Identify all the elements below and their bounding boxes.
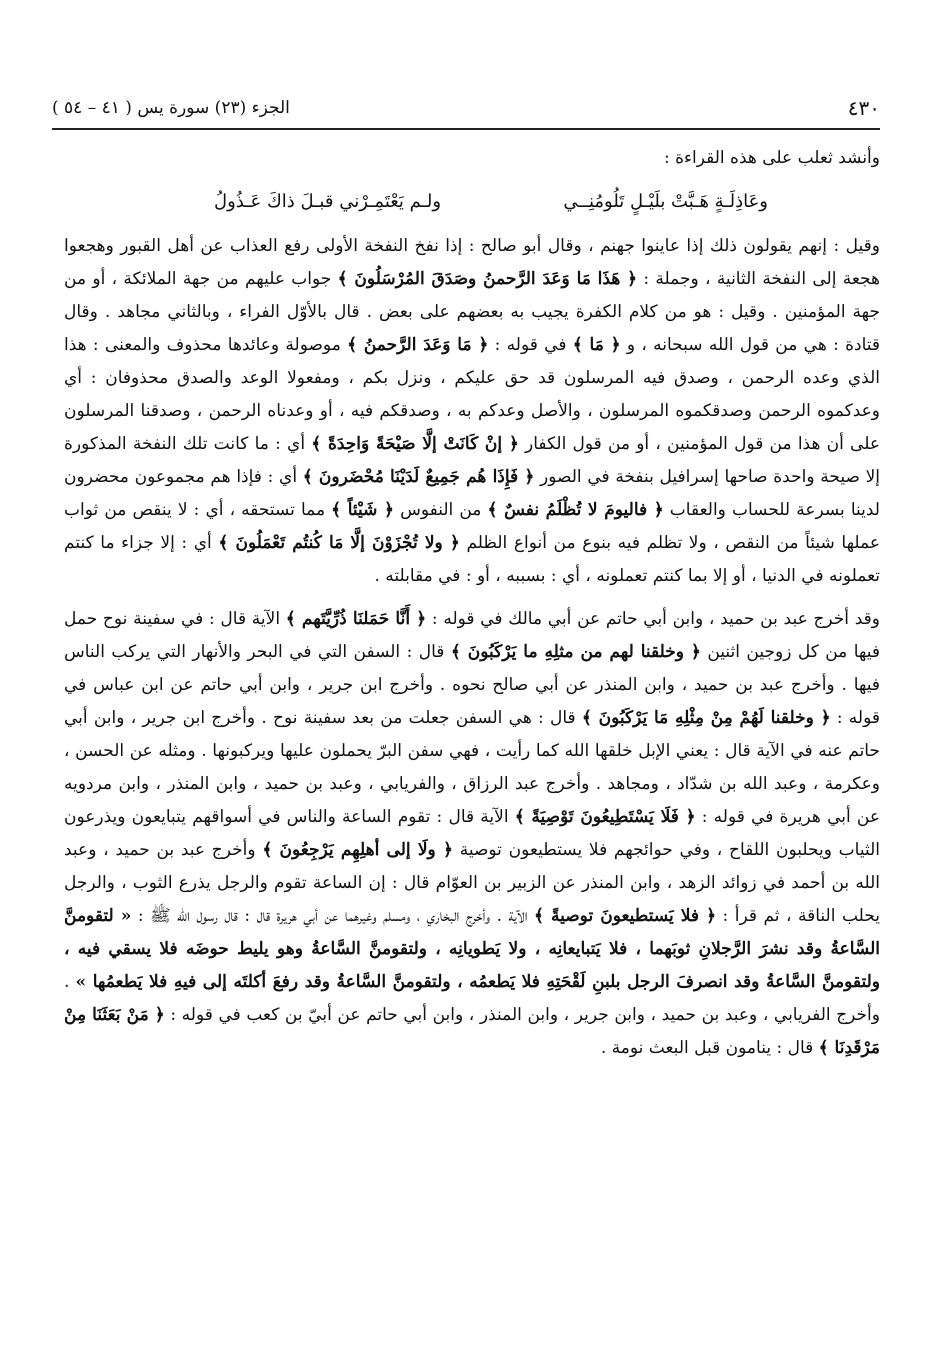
quran-quote: ﴿ فَلَا يَسْتَطِيعُونَ تَوْصِيَةً ﴾ [514, 807, 696, 827]
quran-quote: ﴿ فلا يَستطيعونَ توصيةً ﴾ [534, 906, 717, 926]
body-text: في قوله : [488, 335, 573, 355]
header-rule [52, 128, 880, 130]
quran-quote: ﴿ مَا ﴾ [572, 335, 621, 355]
body-text: وقد أخرج عبد بن حميد ، وابن أبي حاتم عن أبي مالك في قوله : [426, 609, 880, 629]
quran-quote: ﴿ أَنَّا حَمَلنَا ذُرِّيَّتَهم ﴾ [285, 609, 427, 629]
body-text: مما تستحقه ، أي : لا ينقص من ثواب عملها شيئاً من النقص ، ولا تظلم فيه بنوع من أنواع الظلم [64, 500, 881, 553]
quran-quote: ﴿ إنْ كَانَتْ إلَّا صَيْحَةً وَاحِدَةً ﴾ [311, 434, 519, 454]
body-text: الآية . وأخرج البخاري ، ومسلم وغيرهما عن أبي هريرة قال : قال رسول الله ﷺ : [131, 906, 535, 926]
page-body [64, 142, 880, 1065]
tafsir-paragraph [64, 230, 880, 593]
quran-quote: ﴿ فَإِذَا هُم جَمِيعٌ لَدَيْنَا مُحْضَرونَ ﴾ [302, 467, 535, 487]
body-text: . وأخرج الفريابي ، وعبد بن حميد ، وابن جرير ، وابن المنذر ، وابن أبي حاتم عن أبيّ بن كعب في قوله : [64, 972, 880, 1025]
body-text: أي : فإذا هم مجموعون محضرون لدينا بسرعة للحساب والعقاب [64, 467, 880, 520]
body-text: الآية قال : تقوم الساعة والناس في أسواقهم يتبايعون ويذرعون الثياب ويحلبون اللقاح ، وفي حوائجهم فلا يستطيعون توصية [64, 807, 880, 860]
page-number: ٤٣٠ [847, 96, 880, 120]
body-text: من النفوس [394, 500, 488, 520]
body-text: وقيل : إنهم يقولون ذلك إذا عاينوا جهنم ، وقال أبو صالح : إذا نفخ النفخة الأولى رفع العذاب عن أهل القبور وهجعوا هجعة إلى النفخة الثانية ، وجملة : [64, 236, 880, 289]
verse-second-hemistich: ولـم يَعْتَمِـرْني قبـلَ ذاكَ عَـذُولُ [214, 191, 442, 212]
body-text: موصولة وعائدها محذوف والمعنى : هذا الذي وعده الرحمن ، وصدق فيه المرسلون قد حق عليكم ، ونزل بكم ، ومفعولا الوعد والصدق محذوفان : أي وعدكموه الرحمن وصدقكموه المرسلون ، والأصل وعدكم به ، وصدقكم فيه ، أو وعدناه الرحمن ، وصدقنا المرسلون على أن هذا من قول المؤمنين ، أو من قول الكفار [64, 335, 880, 454]
body-text: قال : ينامون قبل البعث نومة . [600, 1038, 819, 1058]
body-text: الآية قال : في سفينة نوح حمل فيها من كل زوجين اثنين [64, 609, 880, 662]
body-text: قال : هي السفن جعلت من بعد سفينة نوح . وأخرج ابن جرير ، وابن أبي حاتم عنه في الآية قال : يعني الإبل خلقها الله كما رأيت ، فهي سفن البرّ يحملون عليها ويركبونها . ومثله عن الحسن ، وعكرمة ، وعبد الله بن شدّاد ، ومجاهد . وأخرج عبد الرزاق ، والفريابي ، وعبد بن حميد ، وابن المنذر ، وابن مردويه عن أبي هريرة في قوله : [64, 708, 880, 827]
hadith-paragraph [64, 603, 880, 1065]
quran-quote: ﴿ وخلقنا لَهُمْ مِنْ مِثْلِهِ مَا يَرْكَبُونَ ﴾ [581, 708, 831, 728]
hadith-quote: « لتقومنَّ السَّاعةُ وقد نشرَ الرَّجلانِ ثوبَهما ، فلا يَتبايعانِه ، ولا يَطويانِه ، ولتقومنَّ السَّاعةُ وهو يليط حوضَه فلا يسقي فيه ، ولتقومنَّ السَّاعةُ وقد انصرفَ الرجل بلبنِ لَقْحَتِهِ فلا يَطعمُه ، ولتقومنَّ السَّاعةُ وقد رفعَ أكلتَه إلى فيهِ فلا يَطعمُها » [64, 906, 880, 992]
verse-first-hemistich: وعَاذِلَـةٍ هَـبَّتْ بلَيْـلٍ تَلُومُنِــي [563, 191, 768, 212]
body-text: أي : ما كانت تلك النفخة المذكورة إلا صيحة واحدة صاحها إسرافيل بنفخة في الصور [64, 434, 880, 487]
poetry-verse [64, 185, 880, 218]
quran-quote: ﴿ هَذَا مَا وَعَدَ الرَّحمنُ وصَدَقَ المُرْسَلُونَ ﴾ [337, 269, 638, 289]
body-text: قال : السفن التي في البحر والأنهار التي يركب الناس فيها . وأخرج عبد بن حميد ، وابن المنذر عن أبي صالح نحوه . وأخرج ابن جرير ، وابن أبي حاتم عن ابن عباس في قوله : [64, 642, 880, 728]
body-text: جواب عليهم من جهة الملائكة ، أو من جهة المؤمنين . وقيل : هو من كلام الكفرة يجيب به بعضهم على بعض . قال بالأوّل الفراء ، وبالثاني مجاهد . وقال قتادة : هي من قول الله سبحانه ، و [64, 269, 881, 355]
quran-quote: ﴿ ولا تُجْزَوْنَ إلَّا مَا كُنتُم تَعْمَلُونَ ﴾ [218, 533, 460, 553]
page-header [52, 94, 880, 128]
body-text: وأخرج عبد بن حميد ، وعبد الله بن أحمد في زوائد الزهد ، وابن المنذر عن الزبير بن العوّام قال : إن الساعة تقوم والرجل يذرع الثوب ، والرجل يحلب الناقة ، ثم قرأ : [64, 840, 880, 926]
quran-quote: ﴿ مَنْ بَعَثَنَا مِنْ مَرْقَدِنَا ﴾ [64, 1005, 880, 1058]
quran-quote: ﴿ مَا وَعَدَ الرَّحمنُ ﴾ [347, 335, 489, 355]
quran-quote: ﴿ ولَا إلى أهلِهِم يَرْجِعُونَ ﴾ [262, 840, 453, 860]
quran-quote: ﴿ شَيْئاً ﴾ [331, 500, 394, 520]
verse-intro: وأنشد ثعلب على هذه القراءة : [664, 148, 880, 168]
quran-quote: ﴿ وخلقنا لهم من مثلِهِ ما يَرْكَبُونَ ﴾ [450, 642, 701, 662]
quran-quote: ﴿ فاليومَ لا تُظْلَمُ نفسٌ ﴾ [487, 500, 664, 520]
running-title: الجزء (٢٣) سورة يس ( ٤١ – ٥٤ ) [52, 98, 290, 118]
body-text: أي : إلا جزاء ما كنتم تعملونه في الدنيا ، أو إلا بما كنتم تعملونه ، أي : بسببه ، أو : في مقابلته . [64, 533, 880, 586]
